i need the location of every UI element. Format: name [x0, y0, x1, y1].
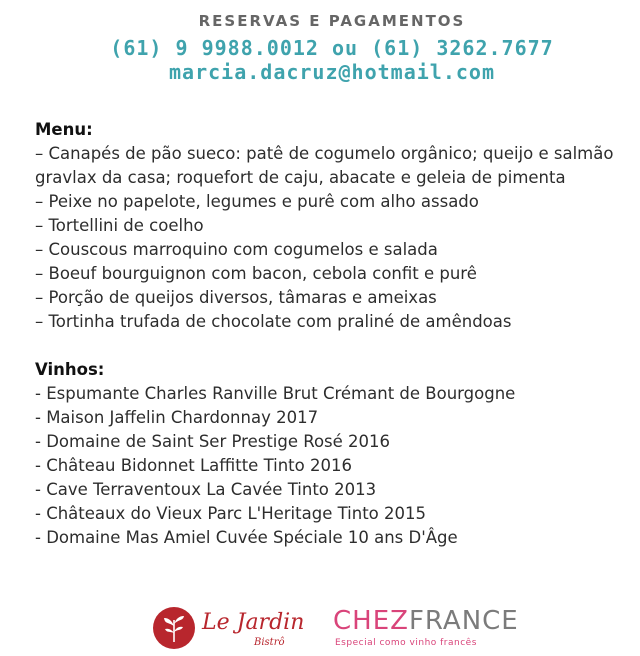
le-jardin-name: Le Jardin [202, 610, 305, 635]
wines-list [35, 382, 615, 550]
menu-item: – Couscous marroquino com cogumelos e salada [35, 240, 438, 259]
menu-item: – Peixe no papelote, legumes e purê com alho assado [35, 192, 479, 211]
wine-item: - Cave Terraventoux La Cavée Tinto 2013 [35, 480, 377, 499]
wines-title: Vinhos: [35, 360, 105, 379]
email-address[interactable]: marcia.dacruz@hotmail.com [168, 60, 496, 84]
menu-title: Menu: [35, 120, 93, 139]
chez-france-part2: FRANCE [408, 606, 519, 636]
menu-item: – Tortellini de coelho [35, 216, 204, 235]
le-jardin-subtitle: Bistrô [254, 637, 285, 648]
le-jardin-emblem-icon [152, 606, 196, 650]
wine-item: - Domaine Mas Amiel Cuvée Spéciale 10 ans D'Âge [35, 528, 458, 547]
wine-item: - Château Bidonnet Laffitte Tinto 2016 [35, 456, 352, 475]
menu-item: – Canapés de pão sueco: patê de cogumelo orgânico; queijo e salmão gravlax da casa; roquefort de caju, abacate e geleia de pimenta [35, 144, 614, 187]
chez-france-part1: CHEZ [333, 606, 409, 636]
le-jardin-logo [152, 606, 312, 656]
footer [0, 600, 640, 656]
menu-item: – Tortinha trufada de chocolate com praliné de amêndoas [35, 312, 512, 331]
wine-item: - Maison Jaffelin Chardonnay 2017 [35, 408, 319, 427]
header [0, 12, 640, 84]
menu-list [35, 142, 615, 334]
wine-item: - Châteaux do Vieux Parc L'Heritage Tinto 2015 [35, 504, 427, 523]
menu-item: – Boeuf bourguignon com bacon, cebola confit e purê [35, 264, 477, 283]
chez-france-logo [333, 606, 519, 652]
phone-numbers[interactable]: (61) 9 9988.0012 ou (61) 3262.7677 [110, 36, 554, 60]
wine-item: - Espumante Charles Ranville Brut Crémant de Bourgogne [35, 384, 516, 403]
wine-item: - Domaine de Saint Ser Prestige Rosé 2016 [35, 432, 391, 451]
menu-item: – Porção de queijos diversos, tâmaras e ameixas [35, 288, 437, 307]
content [35, 118, 615, 550]
section-spacer [35, 334, 615, 358]
chez-france-tagline: Especial como vinho francês [335, 638, 477, 648]
header-title: RESERVAS E PAGAMENTOS [198, 12, 466, 30]
